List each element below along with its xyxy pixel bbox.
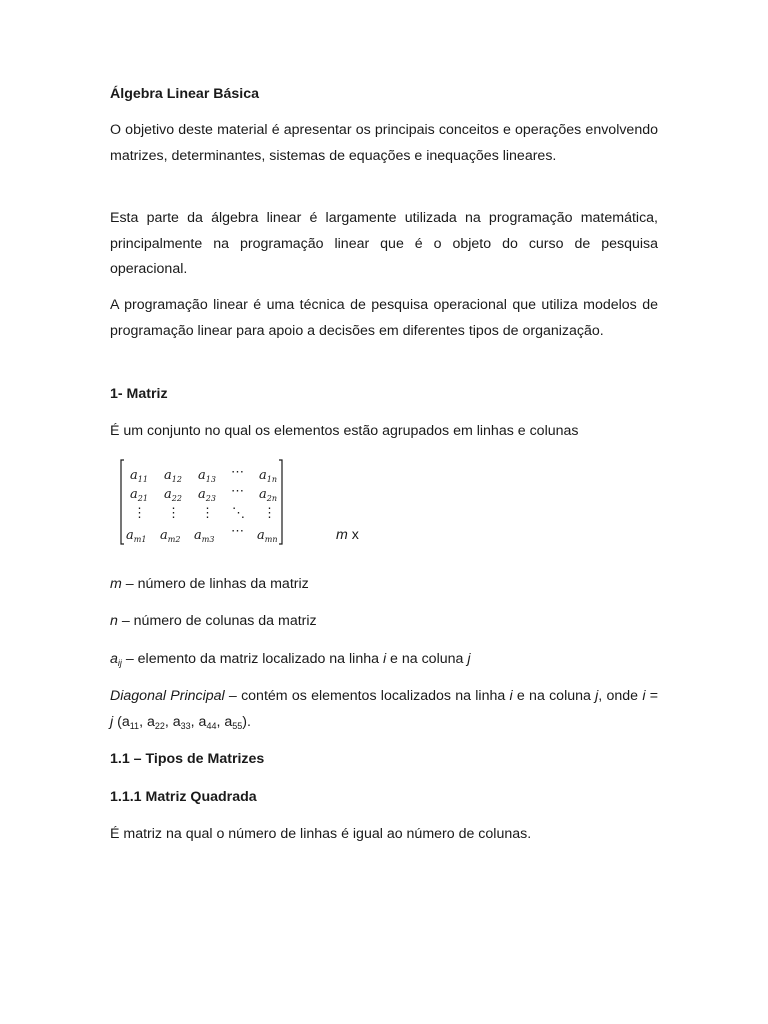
svg-text:amn: $a_{mn}$: [257, 528, 278, 544]
matrix-cell: ⋯: [231, 484, 244, 499]
matrix-left-bracket: [121, 460, 124, 544]
matrix-cell: ⋮: [167, 506, 180, 521]
matrix-cell: a: [130, 468, 138, 483]
matrix-figure: [118, 456, 290, 548]
paragraph-linear-programming: A programação linear é uma técnica de pesquisa operacional que utiliza modelos de programação linear para apoio a decisões em diferentes tipos de organização.: [110, 297, 658, 339]
definition-aij: $a_{ij}$ – elemento da matriz localizado na linha i e na coluna j: [110, 651, 471, 668]
matrix-cell: a: [164, 468, 172, 483]
document-title: Álgebra Linear Básica: [110, 86, 260, 102]
section-heading-matriz: 1- Matriz: [110, 386, 168, 402]
svg-text:am3: $a_{m3}$: [194, 528, 215, 544]
matrix-cell: a: [259, 468, 267, 483]
matrix-cell: a: [259, 487, 267, 502]
matrix-right-bracket: [279, 460, 282, 544]
paragraph-usage: Esta parte da álgebra linear é largamente utilizada na programação matemática, principalmente na programação linear que é o objeto do curso de pesquisa operacional.: [110, 210, 658, 277]
svg-text:a11: $a_{11}$: [130, 468, 148, 484]
matrix-cell: a: [164, 487, 172, 502]
svg-text:am2: $a_{m2}$: [160, 528, 181, 544]
matrix-cell: ⋯: [231, 465, 244, 480]
matrix-cell: a: [126, 528, 134, 543]
svg-text:a1n: $a_{1n}$: [259, 468, 278, 484]
matrix-cell: ⋮: [201, 506, 214, 521]
definition-m: m – número de linhas da matriz: [110, 576, 309, 592]
paragraph-square-matrix: É matriz na qual o número de linhas é igual ao número de colunas.: [110, 826, 532, 842]
section-heading-matriz-quadrada: 1.1.1 Matriz Quadrada: [110, 789, 257, 805]
matrix-cell: a: [198, 468, 206, 483]
section-heading-tipos-de-matrizes: 1.1 – Tipos de Matrizes: [110, 751, 265, 767]
matrix-cell: a: [198, 487, 206, 502]
definition-main-diagonal: Diagonal Principal – contém os elementos localizados na linha i e na coluna j, onde i = j ($a_{11}$, $a_{22}$, $a_{33}$, $a_{44}$, $a_{55}$).: [110, 688, 659, 731]
matrix-cell: ⋱: [232, 506, 245, 521]
matrix-dimension-label: m x: [336, 527, 359, 543]
svg-text:a23: $a_{23}$: [198, 487, 216, 503]
matrix-cell: ⋮: [133, 506, 146, 521]
svg-text:a13: $a_{13}$: [198, 468, 216, 484]
svg-text:a22: $a_{22}$: [164, 487, 182, 503]
svg-text:am1: $a_{m1}$: [126, 528, 147, 544]
definition-n: n – número de colunas da matriz: [110, 613, 317, 629]
paragraph-objective: O objetivo deste material é apresentar os principais conceitos e operações envolvendo matrizes, determinantes, sistemas de equações e inequações lineares.: [110, 122, 658, 164]
svg-text:a12: $a_{12}$: [164, 468, 182, 484]
matrix-cell: a: [160, 528, 168, 543]
svg-text:a21: $a_{21}$: [130, 487, 148, 503]
matrix-cell: a: [130, 487, 138, 502]
matrix-definition: É um conjunto no qual os elementos estão agrupados em linhas e colunas: [110, 423, 579, 439]
svg-text:a2n: $a_{2n}$: [259, 487, 278, 503]
matrix-cell: ⋯: [231, 524, 244, 539]
matrix-cell: a: [257, 528, 265, 543]
matrix-cell: a: [194, 528, 202, 543]
matrix-cell: ⋮: [263, 506, 276, 521]
